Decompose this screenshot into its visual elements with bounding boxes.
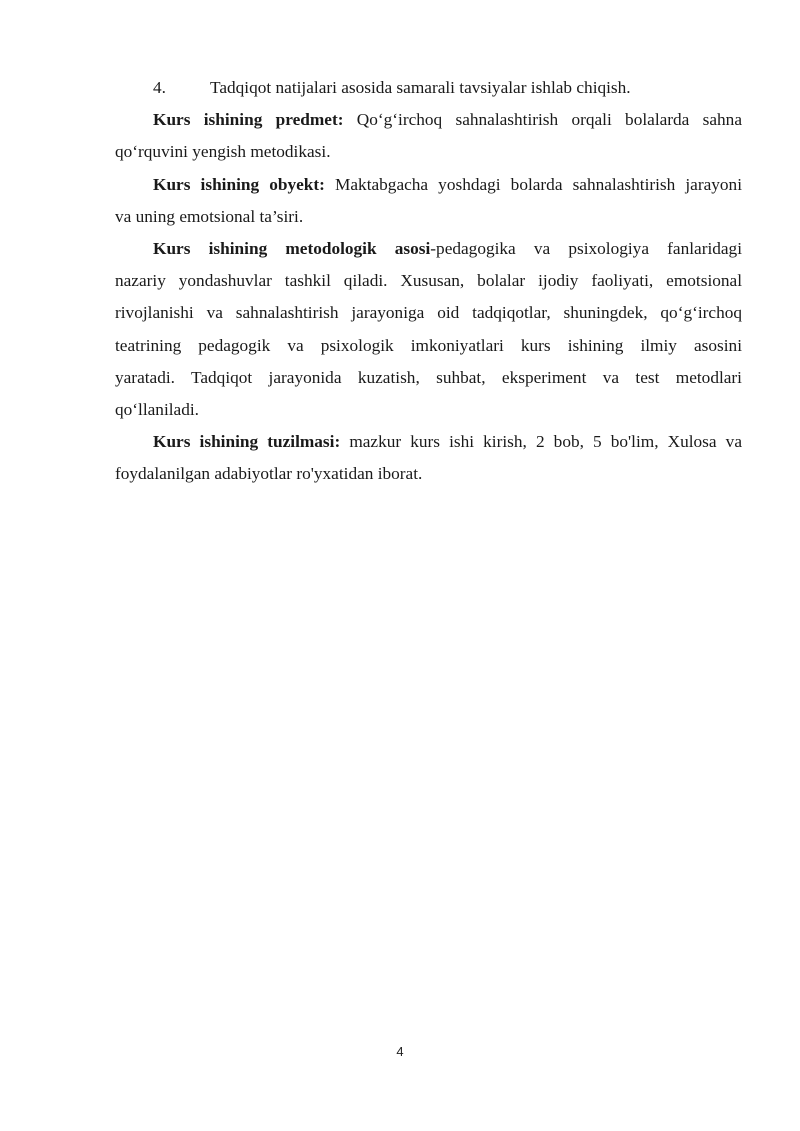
list-item-4 [115, 72, 742, 104]
paragraph-label: Kurs ishining predmet: [153, 110, 344, 130]
paragraph-tuzilmasi [115, 426, 742, 490]
page-number: 4 [396, 1044, 404, 1059]
paragraph-text: Qo‘g‘irchoq sahnalashtirish orqali bolalarda sahna [343, 110, 742, 130]
paragraph-obyekt [115, 169, 742, 233]
paragraph-line: nazariy yondashuvlar tashkil qiladi. Xususan, bolalar ijodiy faoliyati, emotsional [115, 271, 742, 291]
page-content [115, 72, 742, 490]
list-item-text: Tadqiqot natijalari asosida samarali tavsiyalar ishlab chiqish. [210, 78, 631, 97]
paragraph-text: Maktabgacha yoshdagi bolarda sahnalashtirish jarayoni [324, 174, 743, 194]
paragraph-text: -pedagogika va psixologiya fanlaridagi [430, 238, 742, 258]
paragraph-label: Kurs ishining tuzilmasi: [153, 432, 341, 452]
paragraph-line: rivojlanishi va sahnalashtirish jarayoniga oid tadqiqotlar, shuningdek, qo‘g‘irchoq [115, 303, 742, 323]
list-number: 4. [153, 78, 166, 97]
paragraph-text: mazkur kurs ishi kirish, 2 bob, 5 bo'lim, Xulosa va [340, 432, 742, 452]
paragraph-line: va uning emotsional ta’siri. [115, 206, 304, 226]
paragraph-line [115, 233, 742, 265]
paragraph-line: qo‘rquvini yengish metodikasi. [115, 142, 331, 162]
paragraph-line: foydalanilgan adabiyotlar ro'yxatidan iborat. [115, 464, 423, 484]
paragraph-line [115, 169, 742, 201]
paragraph-line: teatrining pedagogik va psixologik imkoniyatlari kurs ishining ilmiy asosini [115, 335, 742, 355]
paragraph-line: qo‘llaniladi. [115, 399, 199, 419]
paragraph-predmet [115, 104, 742, 168]
paragraph-line [115, 104, 742, 136]
paragraph-line [115, 426, 742, 458]
paragraph-metodologik [115, 233, 742, 426]
paragraph-label: Kurs ishining obyekt: [153, 174, 325, 194]
paragraph-label: Kurs ishining metodologik asosi [153, 238, 431, 258]
paragraph-line: yaratadi. Tadqiqot jarayonida kuzatish, suhbat, eksperiment va test metodlari [115, 367, 742, 387]
